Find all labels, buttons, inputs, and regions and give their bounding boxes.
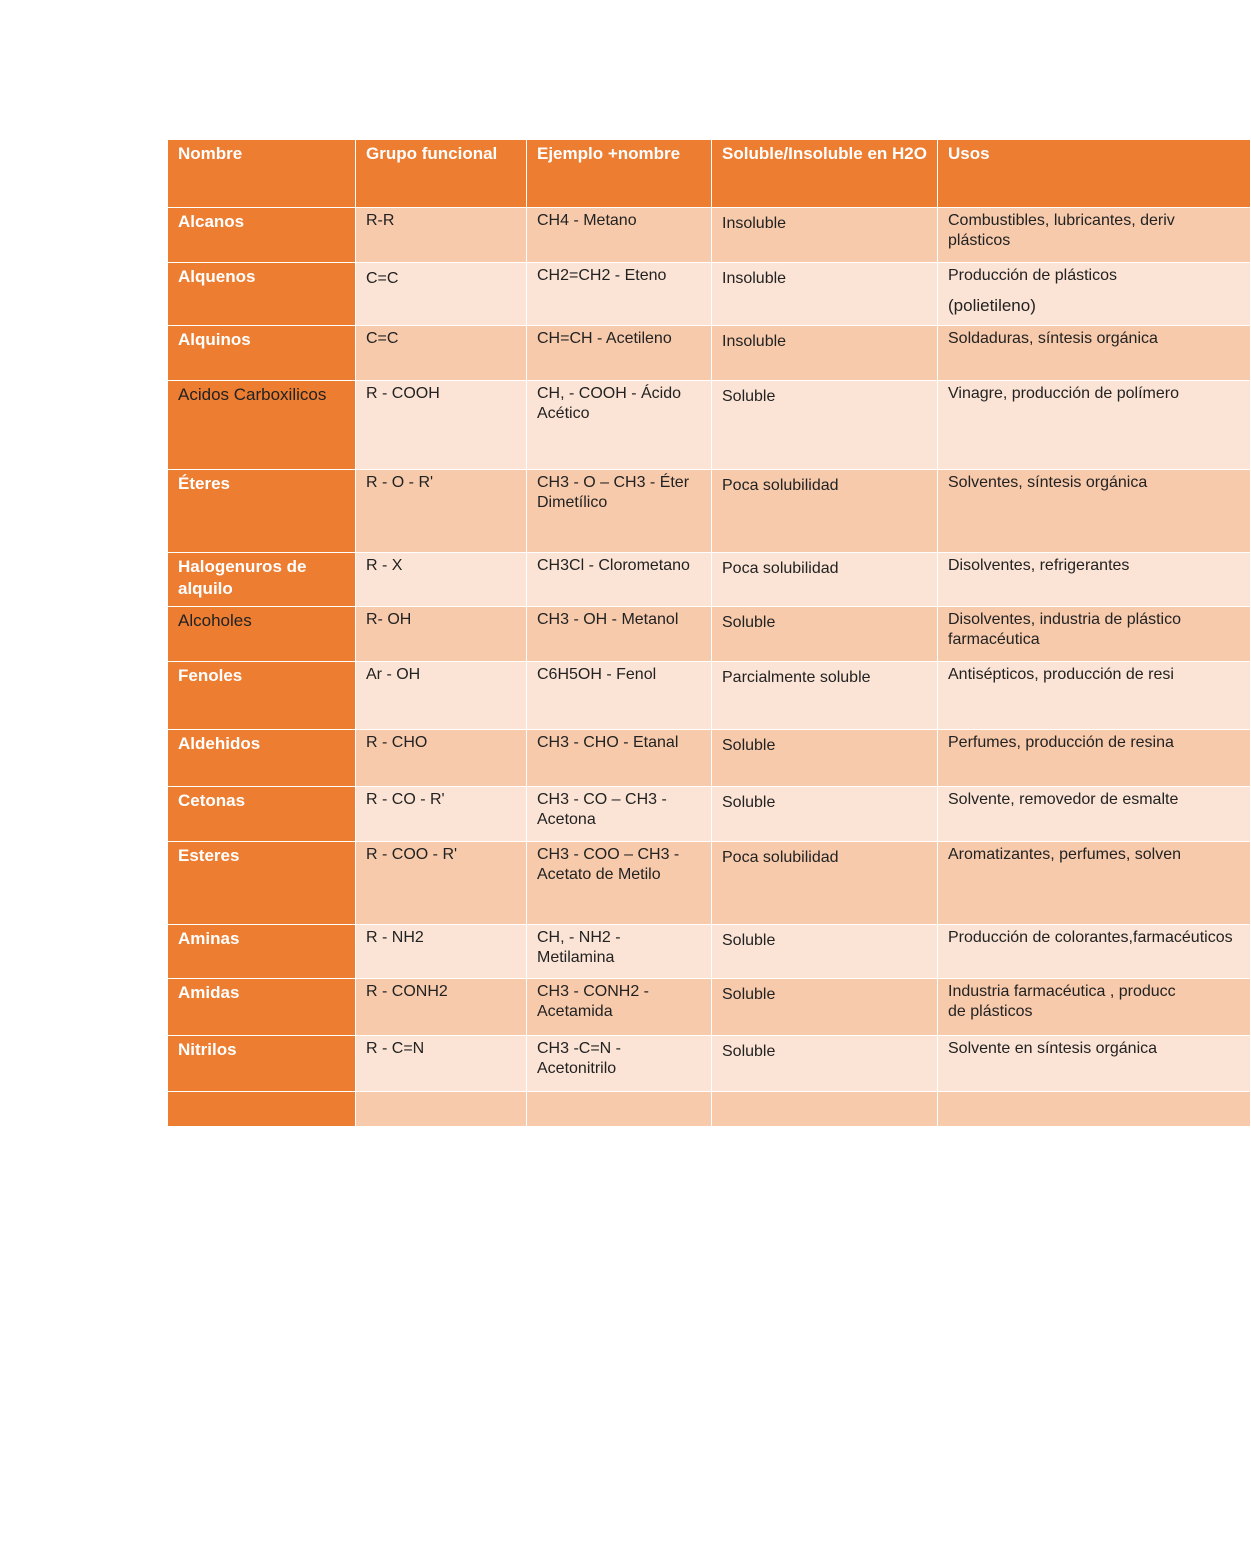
- table-row: [168, 925, 1251, 979]
- cell-ejemplo: CH2=CH2 - Eteno: [527, 263, 712, 326]
- cell-nombre: Alcanos: [168, 208, 356, 263]
- cell-nombre: Éteres: [168, 470, 356, 553]
- cell-grupo: R- OH: [356, 607, 527, 662]
- cell-usos: Aromatizantes, perfumes, solven: [938, 842, 1251, 925]
- cell-soluble: [712, 1092, 938, 1127]
- cell-ejemplo: CH3 - CHO - Etanal: [527, 730, 712, 787]
- table-row: [168, 842, 1251, 925]
- cell-ejemplo: CH3 -C=N - Acetonitrilo: [527, 1036, 712, 1092]
- table-row: [168, 1036, 1251, 1092]
- table-row: [168, 787, 1251, 842]
- table-row: [168, 381, 1251, 470]
- cell-grupo: R - CONH2: [356, 979, 527, 1036]
- header-usos: Usos: [938, 140, 1251, 208]
- cell-ejemplo: CH3 - OH - Metanol: [527, 607, 712, 662]
- cell-nombre: [168, 1092, 356, 1127]
- cell-grupo: R - CO - R': [356, 787, 527, 842]
- cell-nombre: Halogenuros de alquilo: [168, 553, 356, 607]
- cell-ejemplo: [527, 1092, 712, 1127]
- cell-grupo: [356, 1092, 527, 1127]
- cell-nombre: Amidas: [168, 979, 356, 1036]
- cell-nombre: Aldehidos: [168, 730, 356, 787]
- cell-ejemplo: CH3Cl - Clorometano: [527, 553, 712, 607]
- table-row: [168, 1092, 1251, 1127]
- cell-usos: Solvente en síntesis orgánica: [938, 1036, 1251, 1092]
- cell-usos: Disolventes, refrigerantes: [938, 553, 1251, 607]
- cell-ejemplo: C6H5OH - Fenol: [527, 662, 712, 730]
- table-row: [168, 979, 1251, 1036]
- table-row: [168, 470, 1251, 553]
- table-row: [168, 553, 1251, 607]
- cell-ejemplo: CH, - COOH - Ácido Acético: [527, 381, 712, 470]
- cell-grupo: R-R: [356, 208, 527, 263]
- cell-grupo: R - C=N: [356, 1036, 527, 1092]
- cell-usos: [938, 979, 1251, 1036]
- usos-text-line2: de plásticos: [948, 1003, 1033, 1020]
- cell-ejemplo: CH3 - CONH2 - Acetamida: [527, 979, 712, 1036]
- cell-soluble: Insoluble: [712, 208, 938, 263]
- cell-usos: [938, 607, 1251, 662]
- cell-soluble: Poca solubilidad: [712, 842, 938, 925]
- cell-nombre: Cetonas: [168, 787, 356, 842]
- usos-text: Industria farmacéutica , producc: [948, 983, 1176, 1000]
- cell-soluble: Soluble: [712, 925, 938, 979]
- cell-grupo: R - COOH: [356, 381, 527, 470]
- cell-usos: Perfumes, producción de resina: [938, 730, 1251, 787]
- usos-text-line2: (polietileno): [948, 296, 1036, 315]
- header-grupo-funcional: Grupo funcional: [356, 140, 527, 208]
- usos-text-line2: farmacéutica: [948, 631, 1040, 648]
- usos-text: Disolventes, industria de plástico: [948, 611, 1182, 628]
- cell-soluble: Insoluble: [712, 263, 938, 326]
- cell-soluble: Soluble: [712, 787, 938, 842]
- cell-nombre: Aminas: [168, 925, 356, 979]
- cell-soluble: Soluble: [712, 607, 938, 662]
- usos-text: Producción de plásticos: [948, 267, 1117, 284]
- cell-ejemplo: CH3 - CO – CH3 - Acetona: [527, 787, 712, 842]
- cell-soluble: Soluble: [712, 1036, 938, 1092]
- cell-nombre: Alcoholes: [168, 607, 356, 662]
- cell-grupo: R - COO - R': [356, 842, 527, 925]
- cell-nombre: Alquenos: [168, 263, 356, 326]
- header-nombre: Nombre: [168, 140, 356, 208]
- header-soluble: Soluble/Insoluble en H2O: [712, 140, 938, 208]
- cell-nombre: Esteres: [168, 842, 356, 925]
- cell-usos: Solvente, removedor de esmalte: [938, 787, 1251, 842]
- cell-usos: Antisépticos, producción de resi: [938, 662, 1251, 730]
- table-row: [168, 263, 1251, 326]
- cell-usos: [938, 208, 1251, 263]
- cell-usos: Vinagre, producción de polímero: [938, 381, 1251, 470]
- cell-soluble: Soluble: [712, 730, 938, 787]
- cell-usos: [938, 263, 1251, 326]
- table-row: [168, 326, 1251, 381]
- cell-nombre: Nitrilos: [168, 1036, 356, 1092]
- usos-text-line2: plásticos: [948, 232, 1011, 249]
- cell-grupo: R - NH2: [356, 925, 527, 979]
- cell-ejemplo: CH3 - COO – CH3 - Acetato de Metilo: [527, 842, 712, 925]
- cell-ejemplo: CH4 - Metano: [527, 208, 712, 263]
- cell-usos: Producción de colorantes,farmacéuticos: [938, 925, 1251, 979]
- cell-grupo: C=C: [356, 326, 527, 381]
- cell-usos: [938, 1092, 1251, 1127]
- cell-soluble: Parcialmente soluble: [712, 662, 938, 730]
- functional-groups-table: [167, 139, 1251, 1127]
- table-header-row: [168, 140, 1251, 208]
- cell-grupo: R - O - R': [356, 470, 527, 553]
- cell-soluble: Poca solubilidad: [712, 470, 938, 553]
- table-row: [168, 607, 1251, 662]
- cell-usos: Solventes, síntesis orgánica: [938, 470, 1251, 553]
- cell-grupo: Ar - OH: [356, 662, 527, 730]
- cell-soluble: Insoluble: [712, 326, 938, 381]
- cell-soluble: Soluble: [712, 979, 938, 1036]
- cell-ejemplo: CH3 - O – CH3 - Éter Dimetílico: [527, 470, 712, 553]
- cell-usos: Soldaduras, síntesis orgánica: [938, 326, 1251, 381]
- cell-nombre: Alquinos: [168, 326, 356, 381]
- cell-soluble: Poca solubilidad: [712, 553, 938, 607]
- cell-grupo: C=C: [356, 263, 527, 326]
- header-ejemplo-nombre: Ejemplo +nombre: [527, 140, 712, 208]
- table-row: [168, 662, 1251, 730]
- table-row: [168, 208, 1251, 263]
- cell-ejemplo: CH, - NH2 - Metilamina: [527, 925, 712, 979]
- cell-grupo: R - X: [356, 553, 527, 607]
- cell-nombre: Fenoles: [168, 662, 356, 730]
- cell-nombre: Acidos Carboxilicos: [168, 381, 356, 470]
- table-row: [168, 730, 1251, 787]
- cell-ejemplo: CH=CH - Acetileno: [527, 326, 712, 381]
- usos-text: Combustibles, lubricantes, deriv: [948, 212, 1175, 229]
- cell-soluble: Soluble: [712, 381, 938, 470]
- cell-grupo: R - CHO: [356, 730, 527, 787]
